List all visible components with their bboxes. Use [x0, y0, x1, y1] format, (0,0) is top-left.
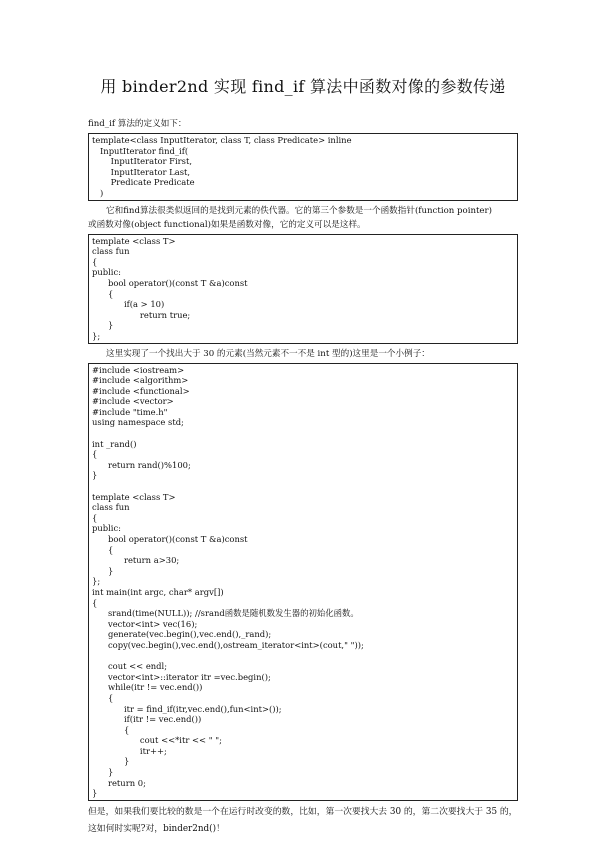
code-line: cout << endl;: [92, 661, 168, 672]
code-line: template<class InputIterator, class T, class Predicate> inline: [92, 135, 352, 145]
code-line: ): [92, 187, 104, 198]
code-line: int main(int argc, char* argv[]): [92, 586, 224, 597]
code-line: {: [92, 724, 130, 735]
code-line: }: [92, 565, 114, 576]
page-title: 用 binder2nd 实现 find_if 算法中函数对像的参数传递: [100, 77, 506, 96]
code-block-functor-template: [88, 234, 518, 344]
code-line: };: [92, 330, 101, 341]
code-line: };: [92, 576, 101, 587]
code-line: using namespace std;: [92, 417, 184, 428]
code-line: #include <iostream>: [92, 364, 185, 375]
code-line: itr = find_if(itr,vec.end(),fun<int>());: [92, 703, 282, 714]
paragraph-function-object-line2: 或函数对像(object functional)如果是函数对像，它的定义可以是这样。: [88, 219, 366, 230]
code-block-find-if-definition: [88, 133, 518, 201]
code-line: InputIterator Last,: [92, 166, 191, 177]
code-line: while(itr != vec.end()): [92, 682, 203, 693]
code-line: public:: [92, 523, 121, 534]
document-page: [88, 74, 518, 838]
code-line: {: [92, 288, 114, 299]
code-line: vector<int> vec(16);: [92, 618, 198, 629]
code-line: #include <vector>: [92, 396, 174, 407]
code-line: [92, 481, 514, 492]
code-line: copy(vec.begin(),vec.end(),ostream_iterator<int>(cout," "));: [92, 639, 364, 650]
code-line: return true;: [92, 309, 191, 320]
code-line: itr++;: [92, 745, 167, 756]
code-line: }: [92, 470, 98, 481]
code-line: }: [92, 767, 114, 778]
code-line: #include <functional>: [92, 385, 190, 396]
code-line: cout <<*itr << " ";: [92, 735, 222, 746]
code-line: template <class T>: [92, 491, 176, 502]
code-line: InputIterator find_if(: [92, 145, 189, 156]
code-line: template <class T>: [92, 235, 176, 246]
code-line: bool operator()(const T &a)const: [92, 534, 248, 544]
code-line: srand(time(NULL)); //srand函数是随机数发生器的初始化函数。: [92, 608, 359, 619]
code-line: class fun: [92, 502, 130, 513]
code-line: }: [92, 788, 98, 799]
code-line: }: [92, 320, 114, 331]
intro-text: find_if 算法的定义如下：: [88, 119, 187, 129]
paragraph-function-object-line1: 它和find算法很类似返回的是找到元素的佚代器。它的第三个参数是一个函数指针(function pointer): [106, 205, 492, 216]
code-line: #include "time.h": [92, 406, 168, 417]
code-line: return rand()%100;: [92, 459, 191, 470]
code-line: bool operator()(const T &a)const: [92, 277, 248, 288]
code-line: {: [92, 449, 98, 460]
code-line: if(itr != vec.end()): [92, 714, 202, 725]
code-line: vector<int>::iterator itr =vec.begin();: [92, 671, 271, 682]
code-line: return a>30;: [92, 555, 180, 566]
code-line: {: [92, 544, 114, 555]
code-line: if(a > 10): [92, 299, 165, 310]
code-line: return 0;: [92, 777, 146, 788]
paragraph-example-intro: 这里实现了一个找出大于 30 的元素(当然元素不一不是 int 型的)这里是一个小例子：: [106, 348, 430, 359]
code-line: {: [92, 256, 98, 267]
code-line: class fun: [92, 246, 130, 257]
code-line: {: [92, 597, 98, 608]
code-line: {: [92, 512, 98, 523]
code-line: [92, 651, 514, 662]
code-line: InputIterator First,: [92, 156, 192, 167]
code-line: int _rand(): [92, 438, 137, 449]
code-line: #include <algorithm>: [92, 375, 189, 386]
code-line: generate(vec.begin(),vec.end(),_rand);: [92, 629, 272, 640]
code-line: {: [92, 692, 114, 703]
code-line: }: [92, 756, 130, 767]
code-line: Predicate Predicate: [92, 177, 195, 188]
code-line: [92, 428, 514, 439]
paragraph-binder2nd: 但是，如果我们要比较的数是一个在运行时改变的数，比如，第一次要找大去 30 的，第二次要找大于 35 的，这如何时实呢?对，binder2nd()！: [88, 806, 518, 834]
code-line: public:: [92, 267, 121, 278]
code-block-example-program: [88, 363, 518, 801]
